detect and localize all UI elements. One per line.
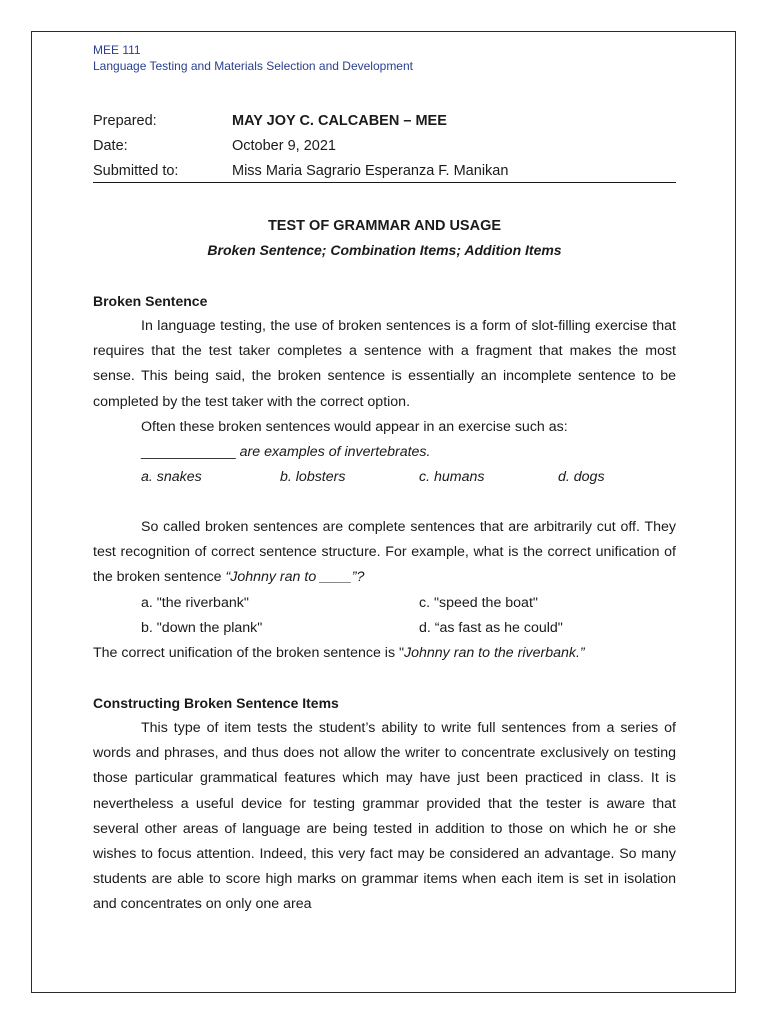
answer-prefix: The correct unification of the broken sentence is " (93, 645, 405, 661)
example-option-a: a. snakes (141, 469, 202, 485)
date-label: Date: (93, 138, 128, 154)
prepared-label: Prepared: (93, 113, 157, 129)
broken-sentence-quote: “Johnny ran to ____”? (225, 569, 365, 586)
paragraph-text: So called broken sentences are complete sentences that are arbitrarily cut off. They test recognition of correct sentence structure. For example, what is the correct unification of the broken sentence (93, 519, 676, 586)
example-option-d: d. dogs (558, 469, 605, 485)
course-name: Language Testing and Materials Selection and Development (93, 59, 413, 73)
submitted-value: Miss Maria Sagrario Esperanza F. Manikan (232, 163, 509, 179)
example-sentence (141, 444, 430, 460)
prepared-value: MAY JOY C. CALCABEN – MEE (232, 113, 447, 129)
example-blank: ____________ (141, 444, 236, 460)
paragraph (93, 314, 676, 415)
example-text: are examples of invertebrates. (235, 444, 431, 460)
example-option-c: c. humans (419, 469, 485, 485)
document-title: TEST OF GRAMMAR AND USAGE (267, 218, 502, 234)
course-code: MEE 111 (93, 43, 141, 57)
date-value: October 9, 2021 (232, 138, 336, 154)
option-a: a. "the riverbank" (141, 595, 249, 611)
answer-quote: Johnny ran to the riverbank.” (404, 645, 585, 661)
option-c: c. "speed the boat" (419, 595, 538, 611)
paragraph-text: In language testing, the use of broken sentences is a form of slot-filling exercise that requires that the test taker completes a sentence with a fragment that makes the most sense. This being said, the broken sentence is essentially an incomplete sentence to be completed by the test taker with the correct option. (93, 318, 676, 410)
paragraph-text: Often these broken sentences would appear in an exercise such as: (141, 419, 568, 435)
example-option-b: b. lobsters (280, 469, 346, 485)
option-b: b. "down the plank" (141, 620, 263, 636)
section-heading-broken-sentence: Broken Sentence (93, 293, 208, 309)
document-subtitle: Broken Sentence; Combination Items; Addition Items (207, 242, 562, 258)
section-heading-constructing: Constructing Broken Sentence Items (93, 695, 339, 711)
submitted-label: Submitted to: (93, 163, 179, 179)
paragraph-text: This type of item tests the student’s ability to write full sentences from a series of words and phrases, and thus does not allow the writer to concentrate exclusively on testing those particular grammatical features which may have just been practiced in class. It is nevertheless a useful device for testing grammar provided that the tester is aware that several other areas of language are being tested in addition to those on which he or she wishes to focus attention. Indeed, this very fact may be considered an advantage. So many students are able to score high marks on grammar items when each item is set in isolation and concentrates on only one area (93, 720, 676, 913)
header-divider (93, 182, 676, 183)
paragraph (93, 415, 676, 440)
document-page (31, 31, 736, 993)
paragraph (93, 515, 676, 591)
paragraph (93, 716, 676, 918)
answer-sentence (93, 645, 585, 661)
option-d: d. “as fast as he could" (419, 620, 563, 636)
